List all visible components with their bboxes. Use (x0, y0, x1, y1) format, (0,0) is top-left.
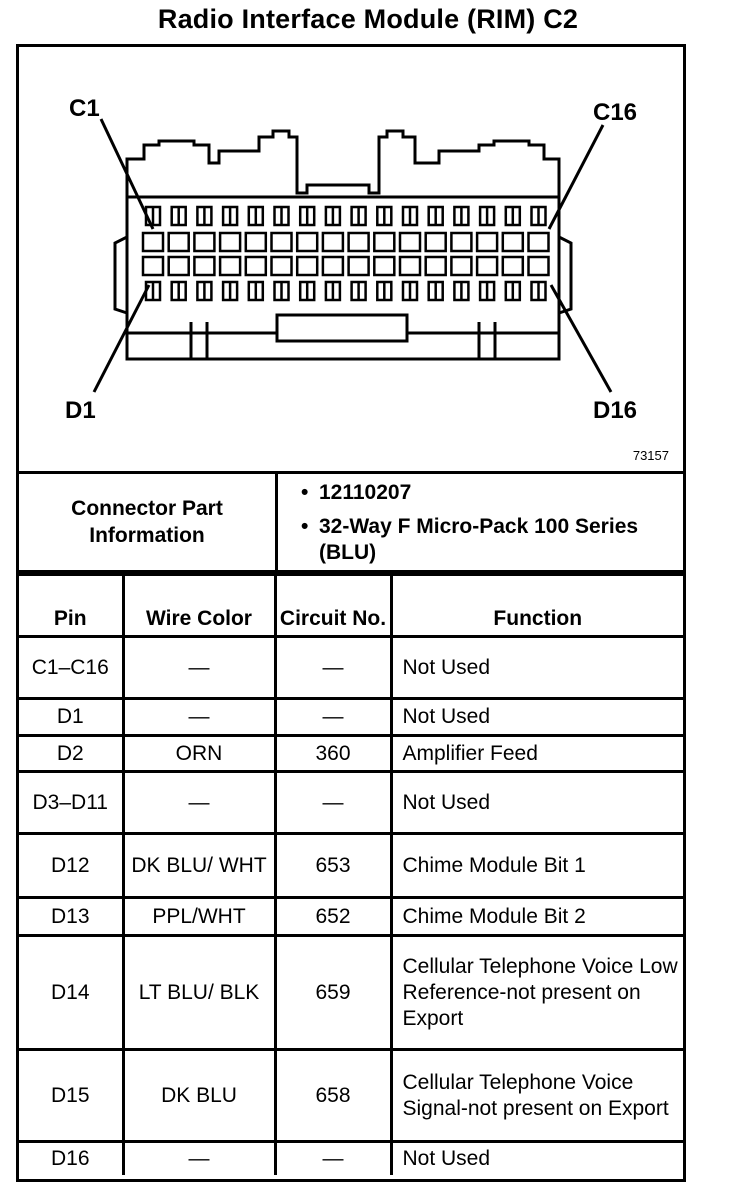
wire-color-cell: PPL/WHT (123, 898, 275, 936)
d-row-cavity (246, 257, 266, 275)
wire-color-cell: — (123, 637, 275, 699)
circuit-cell: — (275, 699, 391, 736)
function-cell: Chime Module Bit 2 (391, 898, 683, 936)
d-row-cavity (529, 257, 549, 275)
pin-label-c16: C16 (593, 99, 638, 126)
connector-type: • 32-Way F Micro-Pack 100 Series (BLU) (279, 514, 679, 566)
d-row-cavity (426, 257, 446, 275)
d-row-cavity (297, 257, 317, 275)
pin-cell: D12 (19, 834, 123, 898)
pin-cell: D15 (19, 1050, 123, 1142)
table-row (19, 736, 683, 772)
function-cell: Cellular Telephone Voice Low Reference-not present on Export (391, 936, 683, 1050)
connector-diagram (19, 47, 683, 474)
pin-label-d1: D1 (65, 397, 96, 424)
c-row-cavity (169, 233, 189, 251)
d-row-cavity (451, 257, 471, 275)
connector-info-heading: Connector Part Information (19, 474, 278, 570)
function-cell: Not Used (391, 637, 683, 699)
function-cell: Amplifier Feed (391, 736, 683, 772)
d-row-cavity (503, 257, 523, 275)
circuit-cell: 652 (275, 898, 391, 936)
c-row-cavity (426, 233, 446, 251)
table-row (19, 898, 683, 936)
circuit-cell: 658 (275, 1050, 391, 1142)
pin-cell: D13 (19, 898, 123, 936)
circuit-cell: 360 (275, 736, 391, 772)
wire-color-cell: LT BLU/ BLK (123, 936, 275, 1050)
table-row (19, 699, 683, 736)
pin-cell: D2 (19, 736, 123, 772)
table-row (19, 637, 683, 699)
page-title: Radio Interface Module (RIM) C2 (157, 4, 579, 34)
c-row-cavity (143, 233, 163, 251)
table-row (19, 936, 683, 1050)
pin-table (19, 573, 683, 1175)
header-wire-color: Wire Color (123, 575, 275, 637)
c-row-cavity (400, 233, 420, 251)
c-row-cavity (503, 233, 523, 251)
header-pin: Pin (19, 575, 123, 637)
c-row-cavity (194, 233, 214, 251)
c-row-cavity (477, 233, 497, 251)
wire-color-cell: — (123, 772, 275, 834)
connector-info-list (279, 480, 679, 574)
d-row-cavity (143, 257, 163, 275)
c-row-cavity (529, 233, 549, 251)
pin-cell: D16 (19, 1142, 123, 1175)
wire-color-cell: — (123, 1142, 275, 1175)
connector-drawing (19, 47, 683, 471)
table-row (19, 1050, 683, 1142)
c-row-cavity (246, 233, 266, 251)
table-row (19, 772, 683, 834)
circuit-cell: 653 (275, 834, 391, 898)
d-row-cavity (374, 257, 394, 275)
c-row-cavity (374, 233, 394, 251)
wire-color-cell: DK BLU (123, 1050, 275, 1142)
wire-color-cell: DK BLU/ WHT (123, 834, 275, 898)
pin-cell: D14 (19, 936, 123, 1050)
c-row-cavity (323, 233, 343, 251)
d-row-cavity (169, 257, 189, 275)
circuit-cell: — (275, 772, 391, 834)
header-function: Function (391, 575, 683, 637)
d-row-cavity (220, 257, 240, 275)
pin-cell: C1–C16 (19, 637, 123, 699)
table-row (19, 1142, 683, 1175)
figure-number: 73157 (632, 448, 669, 463)
d-row-cavity (323, 257, 343, 275)
circuit-cell: — (275, 637, 391, 699)
pin-cell: D3–D11 (19, 772, 123, 834)
part-number: • 12110207 (279, 480, 679, 506)
d-row-cavity (272, 257, 292, 275)
d-row-cavity (477, 257, 497, 275)
pin-label-c1: C1 (69, 95, 100, 122)
connector-part-info (19, 474, 683, 573)
function-cell: Chime Module Bit 1 (391, 834, 683, 898)
function-cell: Not Used (391, 1142, 683, 1175)
function-cell: Not Used (391, 699, 683, 736)
circuit-cell: — (275, 1142, 391, 1175)
connector-sheet (16, 44, 686, 1182)
header-circuit: Circuit No. (275, 575, 391, 637)
c-row-cavity (272, 233, 292, 251)
function-cell: Cellular Telephone Voice Signal-not present on Export (391, 1050, 683, 1142)
table-row (19, 834, 683, 898)
c-row-cavity (451, 233, 471, 251)
d-row-cavity (349, 257, 369, 275)
c-row-cavity (349, 233, 369, 251)
function-cell: Not Used (391, 772, 683, 834)
c-row-cavity (297, 233, 317, 251)
pin-label-d16: D16 (593, 397, 638, 424)
wire-color-cell: ORN (123, 736, 275, 772)
c-row-cavity (220, 233, 240, 251)
d-row-cavity (400, 257, 420, 275)
pin-cell: D1 (19, 699, 123, 736)
circuit-cell: 659 (275, 936, 391, 1050)
wire-color-cell: — (123, 699, 275, 736)
d-row-cavity (194, 257, 214, 275)
